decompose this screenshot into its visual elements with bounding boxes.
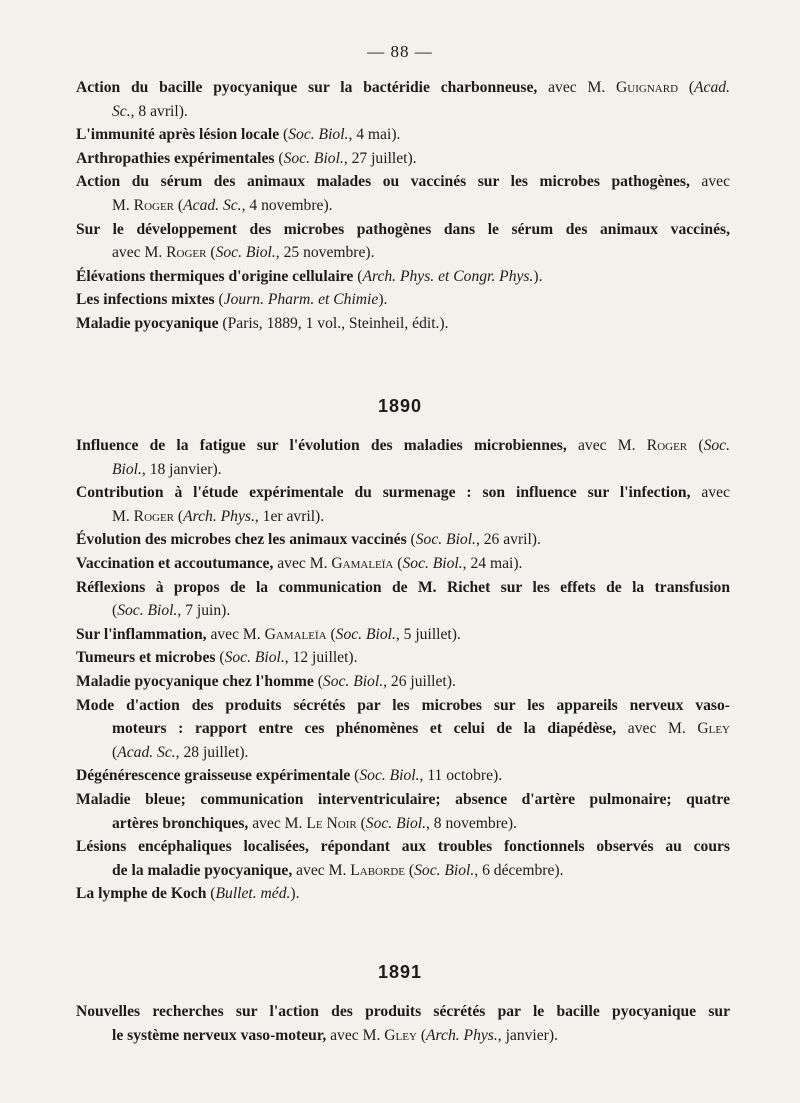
list-item: Sur l'inflammation, avec M. Gamaleïa (Soc. Biol., 5 juillet). — [76, 625, 461, 643]
list-item: Action du bacille pyocyanique sur la bactéridie charbonneuse, avec M. Guignard (Acad. Sc., 8 avril). — [76, 79, 730, 120]
list-item: Action du sérum des animaux malades ou vaccinés sur les microbes pathogènes, avec M. Roger (Acad. Sc., 4 novembre). — [76, 173, 730, 214]
page-number: — 88 — — [367, 42, 433, 61]
list-item: Maladie pyocyanique chez l'homme (Soc. Biol., 26 juillet). — [76, 672, 456, 690]
list-item: Mode d'action des produits sécrétés par les microbes sur les appareils nerveux vaso- moteurs : rapport entre ces phénomènes et celui de la diapédèse, avec M. Gley (Acad. Sc., 28 juillet). — [76, 696, 730, 761]
list-item: Maladie pyocyanique (Paris, 1889, 1 vol., Steinheil, édit.). — [76, 314, 449, 332]
list-item: Nouvelles recherches sur l'action des produits sécrétés par le bacille pyocyanique sur le système nerveux vaso-moteur, avec M. Gley (Arch. Phys., janvier). — [76, 1003, 730, 1044]
list-item: Contribution à l'étude expérimentale du surmenage : son influence sur l'infection, avec M. Roger (Arch. Phys., 1er avril). — [76, 484, 730, 525]
list-item: L'immunité après lésion locale (Soc. Biol., 4 mai). — [76, 126, 401, 144]
list-item: La lymphe de Koch (Bullet. méd.). — [76, 885, 300, 903]
bibliography-1891 — [76, 1000, 730, 1047]
list-item: Tumeurs et microbes (Soc. Biol., 12 juillet). — [76, 649, 358, 667]
list-item: Maladie bleue; communication interventriculaire; absence d'artère pulmonaire; quatre artères bronchiques, avec M. Le Noir (Soc. Biol., 8 novembre). — [76, 790, 730, 832]
list-item: Influence de la fatigue sur l'évolution des maladies microbiennes, avec M. Roger (Soc. Biol., 18 janvier). — [76, 437, 730, 478]
bibliography-1890 — [76, 434, 730, 906]
list-item: Évolution des microbes chez les animaux vaccinés (Soc. Biol., 26 avril). — [76, 531, 541, 549]
list-item: Les infections mixtes (Journ. Pharm. et Chimie). — [76, 291, 388, 309]
list-item: Dégénérescence graisseuse expérimentale (Soc. Biol., 11 octobre). — [76, 767, 503, 785]
list-item: Sur le développement des microbes pathogènes dans le sérum des animaux vaccinés, avec M. Roger (Soc. Biol., 25 novembre). — [76, 220, 730, 262]
year-heading-1890: 1890 — [377, 396, 423, 416]
list-item: Arthropathies expérimentales (Soc. Biol., 27 juillet). — [76, 149, 417, 167]
year-heading-1891: 1891 — [377, 962, 423, 982]
list-item: Vaccination et accoutumance, avec M. Gamaleïa (Soc. Biol., 24 mai). — [76, 554, 523, 572]
list-item: Lésions encéphaliques localisées, répondant aux troubles fonctionnels observés au cours de la maladie pyocyanique, avec M. Laborde (Soc. Biol., 6 décembre). — [76, 838, 730, 879]
list-item: Élévations thermiques d'origine cellulaire (Arch. Phys. et Congr. Phys.). — [76, 267, 543, 285]
bibliography-1889 — [76, 76, 730, 336]
list-item: Réflexions à propos de la communication de M. Richet sur les effets de la transfusion (Soc. Biol., 7 juin). — [76, 578, 730, 620]
